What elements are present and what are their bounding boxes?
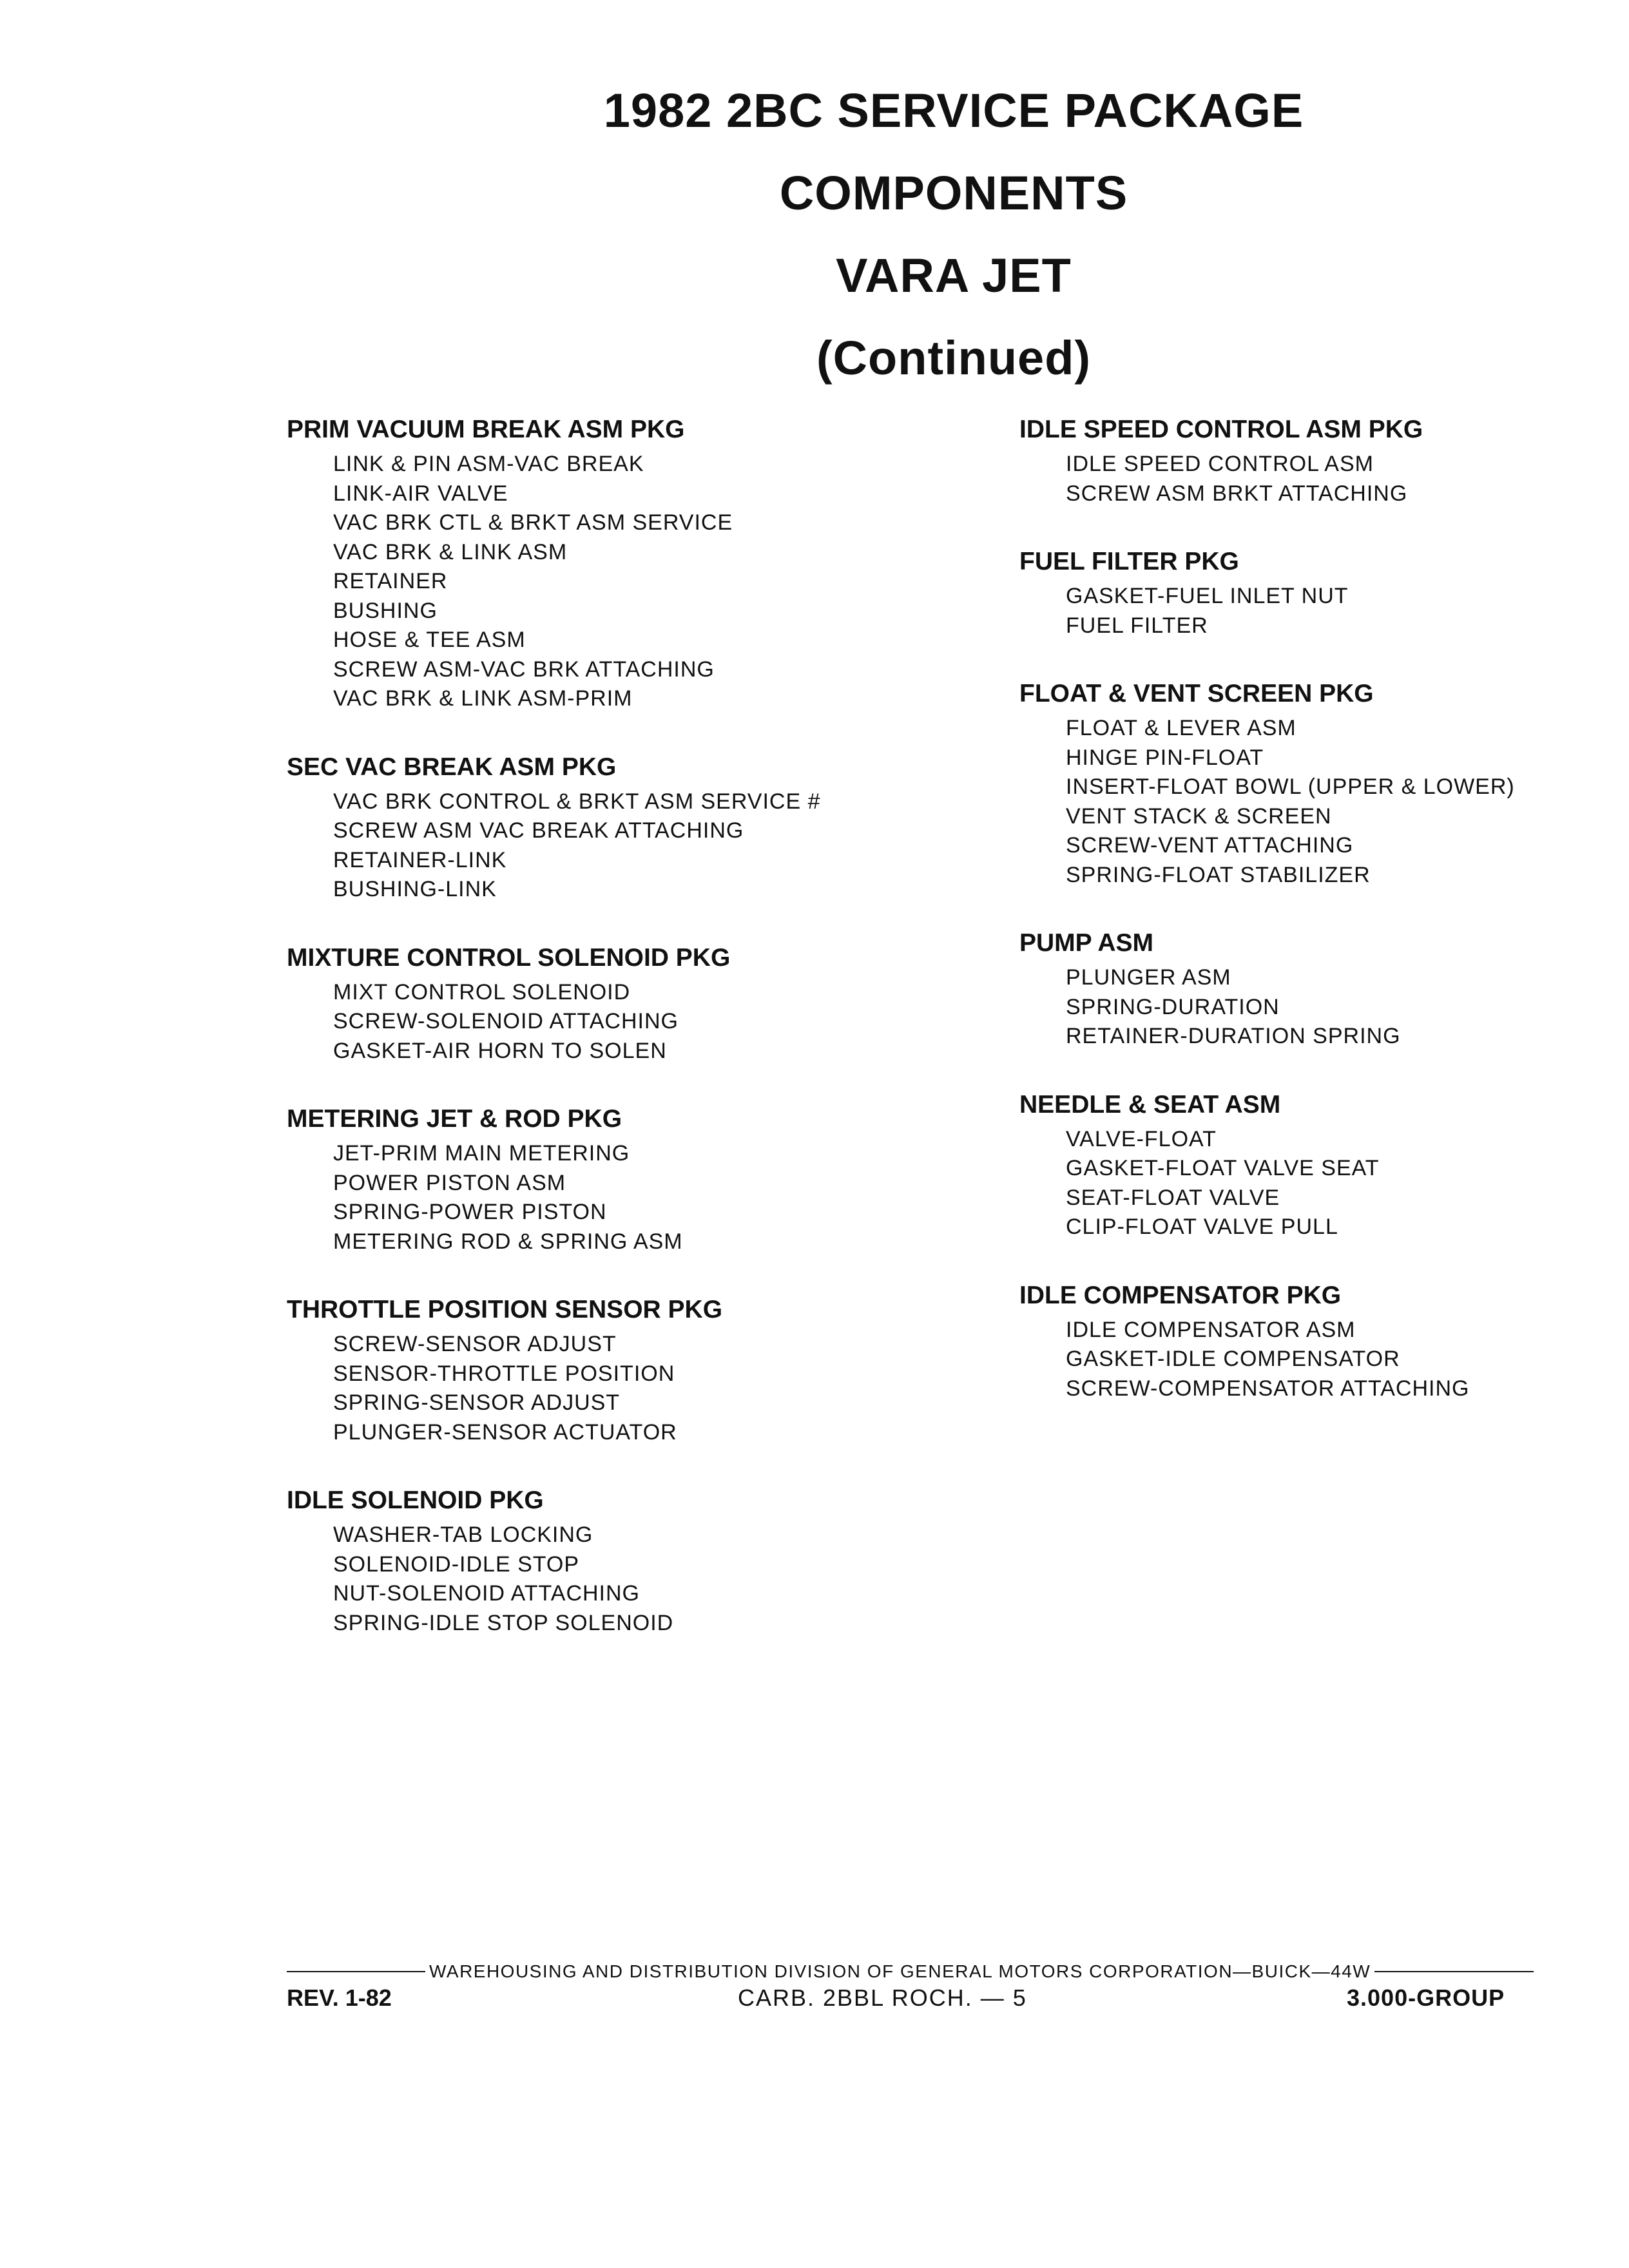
component-item: LINK-AIR VALVE: [333, 481, 508, 506]
component-item: NUT-SOLENOID ATTACHING: [333, 1581, 641, 1606]
component-item: SCREW-COMPENSATOR ATTACHING: [1066, 1376, 1470, 1401]
component-item: IDLE SPEED CONTROL ASM: [1066, 452, 1374, 476]
component-item: SCREW ASM VAC BREAK ATTACHING: [333, 818, 744, 843]
component-item: VAC BRK CTL & BRKT ASM SERVICE: [333, 510, 733, 535]
component-list: [1019, 450, 1599, 508]
component-item: RETAINER-DURATION SPRING: [1066, 1024, 1401, 1048]
component-item: VAC BRK & LINK ASM-PRIM: [333, 686, 633, 711]
package-section: [1019, 926, 1599, 1052]
component-item: SPRING-IDLE STOP SOLENOID: [333, 1610, 674, 1635]
package-section: [287, 1293, 957, 1447]
component-item: LINK & PIN ASM-VAC BREAK: [333, 452, 644, 476]
footer-division-text: WAREHOUSING AND DISTRIBUTION DIVISION OF GENERAL MOTORS CORPORATION—BUICK—44W: [429, 1961, 1371, 1981]
component-item: SCREW ASM BRKT ATTACHING: [1066, 481, 1408, 506]
package-section-title: THROTTLE POSITION SENSOR PKG: [287, 1296, 723, 1323]
component-item: VAC BRK & LINK ASM: [333, 539, 568, 564]
page-title-block: [516, 70, 1392, 399]
component-item: POWER PISTON ASM: [333, 1170, 566, 1195]
right-column: [1019, 412, 1599, 1439]
component-item: RETAINER-LINK: [333, 847, 507, 872]
package-section-title: IDLE SPEED CONTROL ASM PKG: [1019, 416, 1423, 443]
component-item: SPRING-SENSOR ADJUST: [333, 1390, 621, 1415]
package-section-title: IDLE SOLENOID PKG: [287, 1486, 544, 1514]
component-item: MIXT CONTROL SOLENOID: [333, 979, 631, 1004]
carburetor-model-title: VARA JET: [836, 249, 1072, 302]
package-section: [287, 1102, 957, 1256]
footer-page-reference: CARB. 2BBL ROCH. — 5: [738, 1984, 1027, 2011]
component-list: [1019, 714, 1599, 890]
left-column: [287, 412, 957, 1674]
component-list: [287, 1521, 957, 1638]
component-list: [1019, 1125, 1599, 1242]
component-item: INSERT-FLOAT BOWL (UPPER & LOWER): [1066, 774, 1515, 799]
component-item: FUEL FILTER: [1066, 613, 1208, 638]
component-list: [1019, 963, 1599, 1052]
component-item: BUSHING: [333, 598, 438, 623]
component-item: JET-PRIM MAIN METERING: [333, 1141, 630, 1166]
component-item: GASKET-FLOAT VALVE SEAT: [1066, 1156, 1380, 1180]
footer-group-number: 3.000-GROUP: [1347, 1984, 1505, 2011]
component-item: VAC BRK CONTROL & BRKT ASM SERVICE #: [333, 789, 821, 814]
component-item: WASHER-TAB LOCKING: [333, 1523, 593, 1547]
component-list: [287, 787, 957, 905]
package-section-title: MIXTURE CONTROL SOLENOID PKG: [287, 943, 731, 972]
component-list: [287, 978, 957, 1066]
component-item: SENSOR-THROTTLE POSITION: [333, 1361, 675, 1386]
component-item: PLUNGER-SENSOR ACTUATOR: [333, 1419, 677, 1445]
page-title: 1982 2BC SERVICE PACKAGE: [603, 84, 1304, 137]
component-item: SPRING-DURATION: [1066, 994, 1280, 1019]
package-section: [1019, 544, 1599, 640]
package-section: [287, 750, 957, 905]
component-item: GASKET-AIR HORN TO SOLEN: [333, 1038, 667, 1063]
component-item: GASKET-IDLE COMPENSATOR: [1066, 1347, 1400, 1371]
package-section-title: NEEDLE & SEAT ASM: [1019, 1090, 1281, 1119]
component-item: HOSE & TEE ASM: [333, 628, 526, 652]
package-section-title: FUEL FILTER PKG: [1019, 548, 1239, 575]
component-item: BUSHING-LINK: [333, 877, 497, 901]
component-list: [287, 450, 957, 714]
package-section: [287, 941, 957, 1066]
package-section-title: SEC VAC BREAK ASM PKG: [287, 753, 617, 781]
component-item: HINGE PIN-FLOAT: [1066, 745, 1264, 770]
package-section: [1019, 412, 1599, 508]
component-list: [287, 1139, 957, 1256]
component-item: FLOAT & LEVER ASM: [1066, 716, 1296, 740]
footer-rule-left: [287, 1971, 425, 1972]
package-section-title: FLOAT & VENT SCREEN PKG: [1019, 680, 1374, 707]
component-item: SCREW ASM-VAC BRK ATTACHING: [333, 657, 715, 682]
package-section: [1019, 1088, 1599, 1242]
component-item: SPRING-POWER PISTON: [333, 1200, 607, 1224]
component-item: RETAINER: [333, 569, 448, 593]
component-item: SCREW-SOLENOID ATTACHING: [333, 1009, 679, 1033]
component-item: CLIP-FLOAT VALVE PULL: [1066, 1215, 1338, 1239]
component-item: SEAT-FLOAT VALVE: [1066, 1185, 1280, 1210]
component-item: SCREW-VENT ATTACHING: [1066, 833, 1354, 858]
package-section: [287, 1483, 957, 1638]
package-section-title: METERING JET & ROD PKG: [287, 1105, 622, 1133]
component-item: SOLENOID-IDLE STOP: [333, 1552, 580, 1577]
component-list: [1019, 1316, 1599, 1404]
component-item: PLUNGER ASM: [1066, 965, 1231, 990]
component-item: VALVE-FLOAT: [1066, 1126, 1217, 1151]
package-section-title: IDLE COMPENSATOR PKG: [1019, 1281, 1342, 1309]
component-item: METERING ROD & SPRING ASM: [333, 1229, 683, 1254]
package-section-title: PRIM VACUUM BREAK ASM PKG: [287, 416, 685, 443]
component-item: SCREW-SENSOR ADJUST: [333, 1332, 617, 1356]
component-item: IDLE COMPENSATOR ASM: [1066, 1317, 1356, 1342]
package-section-title: PUMP ASM: [1019, 929, 1154, 957]
package-section: [1019, 1278, 1599, 1404]
component-item: GASKET-FUEL INLET NUT: [1066, 584, 1349, 608]
footer-rule-right: [1374, 1971, 1534, 1972]
component-list: [287, 1330, 957, 1447]
footer-division-line: [287, 1961, 1534, 1982]
component-item: SPRING-FLOAT STABILIZER: [1066, 862, 1371, 887]
package-section: [287, 412, 957, 714]
continued-label: (Continued): [816, 331, 1092, 385]
component-list: [1019, 582, 1599, 640]
page-subtitle: COMPONENTS: [779, 166, 1128, 220]
component-item: VENT STACK & SCREEN: [1066, 803, 1332, 829]
package-section: [1019, 677, 1599, 890]
footer-revision: REV. 1-82: [287, 1984, 392, 2011]
